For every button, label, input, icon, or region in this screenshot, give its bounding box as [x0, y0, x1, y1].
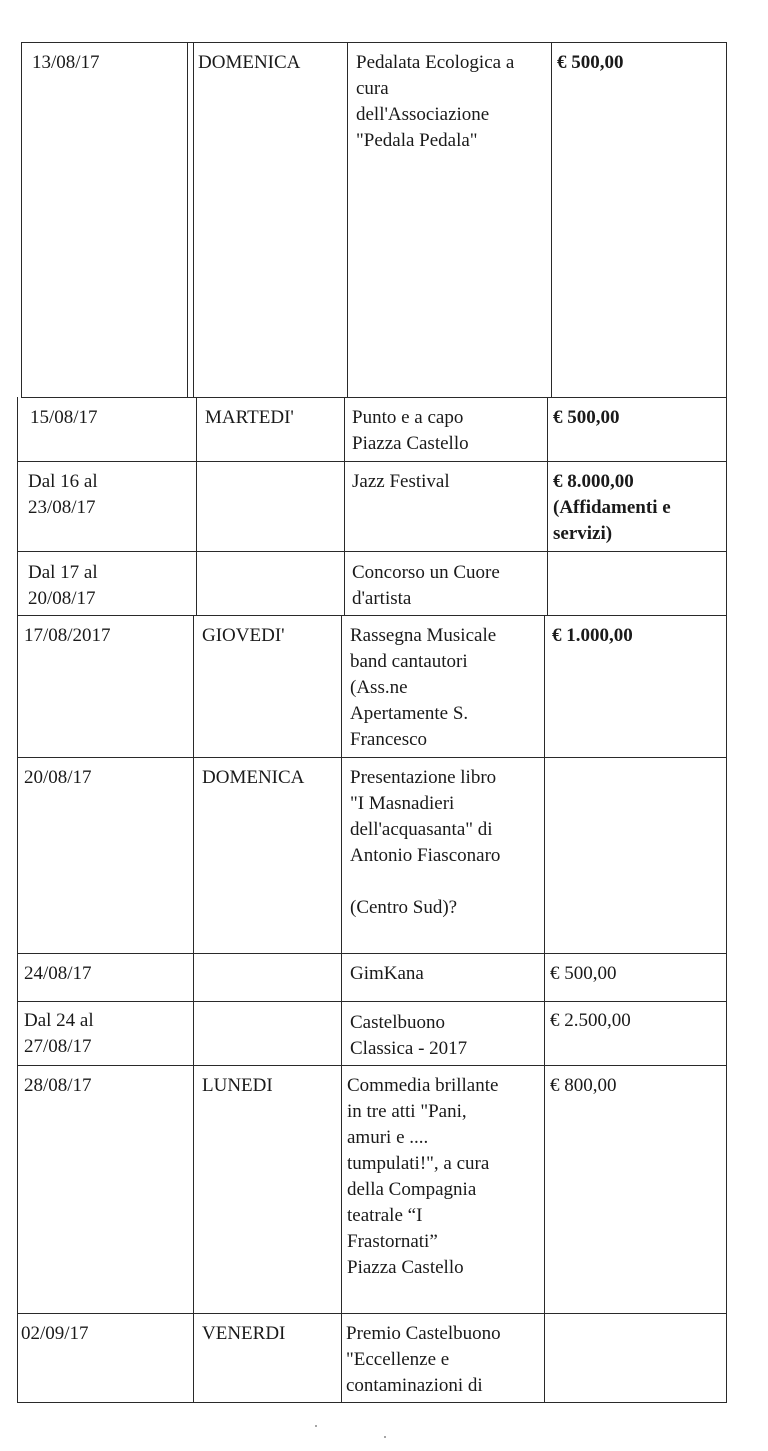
- column-divider: [347, 42, 348, 398]
- day-cell: DOMENICA: [198, 52, 301, 73]
- day-cell: GIOVEDI': [202, 625, 285, 646]
- column-divider: [544, 615, 545, 1403]
- event-cell: Commedia brillante in tre atti "Pani, amuri e .... tumpulati!", a cura della Compagnia teatrale “I Frastornati” Piazza Castello: [347, 1075, 499, 1278]
- row-divider: [17, 1065, 726, 1066]
- event-cell: Castelbuono Classica - 2017: [350, 1012, 468, 1059]
- event-cell: Concorso un Cuore d'artista: [352, 562, 500, 609]
- amount-cell: € 2.500,00: [550, 1010, 631, 1031]
- row-divider: [17, 1313, 726, 1314]
- amount-cell: € 500,00: [553, 407, 620, 428]
- date-cell: 15/08/17: [30, 407, 98, 428]
- table-border-bottom: [17, 1402, 726, 1403]
- column-divider: [341, 615, 342, 1403]
- date-cell: Dal 16 al 23/08/17: [28, 471, 98, 518]
- scan-speck: [315, 1425, 317, 1427]
- event-cell: Premio Castelbuono "Eccellenze e contaminazioni di: [346, 1323, 501, 1396]
- event-cell: Punto e a capo Piazza Castello: [352, 407, 469, 454]
- column-divider: [344, 397, 345, 616]
- date-cell: 28/08/17: [24, 1075, 92, 1096]
- row-divider: [17, 551, 726, 552]
- date-cell: Dal 17 al 20/08/17: [28, 562, 98, 609]
- event-cell: Presentazione libro "I Masnadieri dell'acquasanta" di Antonio Fiasconaro (Centro Sud)?: [350, 767, 501, 918]
- day-cell: LUNEDI: [202, 1075, 273, 1096]
- table-border-left: [21, 42, 22, 398]
- row-divider: [17, 615, 726, 616]
- table-border-top: [21, 42, 727, 43]
- day-cell: DOMENICA: [202, 767, 305, 788]
- table-border-left: [17, 397, 18, 1403]
- column-divider: [187, 42, 188, 398]
- amount-cell: € 8.000,00 (Affidamenti e servizi): [553, 471, 671, 544]
- column-divider: [551, 42, 552, 398]
- event-cell: Pedalata Ecologica a cura dell'Associazione "Pedala Pedala": [356, 52, 515, 151]
- row-divider: [17, 461, 726, 462]
- amount-cell: € 500,00: [550, 963, 617, 984]
- column-divider: [193, 615, 194, 1403]
- event-cell: GimKana: [350, 963, 424, 984]
- row-divider: [21, 397, 727, 398]
- table-border-right: [726, 42, 727, 1403]
- amount-cell: € 500,00: [557, 52, 624, 73]
- column-divider: [547, 397, 548, 616]
- date-cell: 02/09/17: [21, 1323, 89, 1344]
- row-divider: [17, 757, 726, 758]
- row-divider: [17, 1001, 726, 1002]
- amount-cell: € 800,00: [550, 1075, 617, 1096]
- date-cell: 13/08/17: [32, 52, 100, 73]
- event-cell: Rassegna Musicale band cantautori (Ass.ne Apertamente S. Francesco: [350, 625, 497, 750]
- date-cell: 20/08/17: [24, 767, 92, 788]
- date-cell: 24/08/17: [24, 963, 92, 984]
- scan-speck: [384, 1436, 386, 1438]
- column-divider: [193, 42, 194, 398]
- row-divider: [17, 953, 726, 954]
- event-cell: Jazz Festival: [352, 471, 450, 492]
- date-cell: 17/08/2017: [24, 625, 111, 646]
- day-cell: MARTEDI': [205, 407, 294, 428]
- column-divider: [196, 397, 197, 616]
- date-cell: Dal 24 al 27/08/17: [24, 1010, 94, 1057]
- day-cell: VENERDI: [202, 1323, 286, 1344]
- amount-cell: € 1.000,00: [552, 625, 633, 646]
